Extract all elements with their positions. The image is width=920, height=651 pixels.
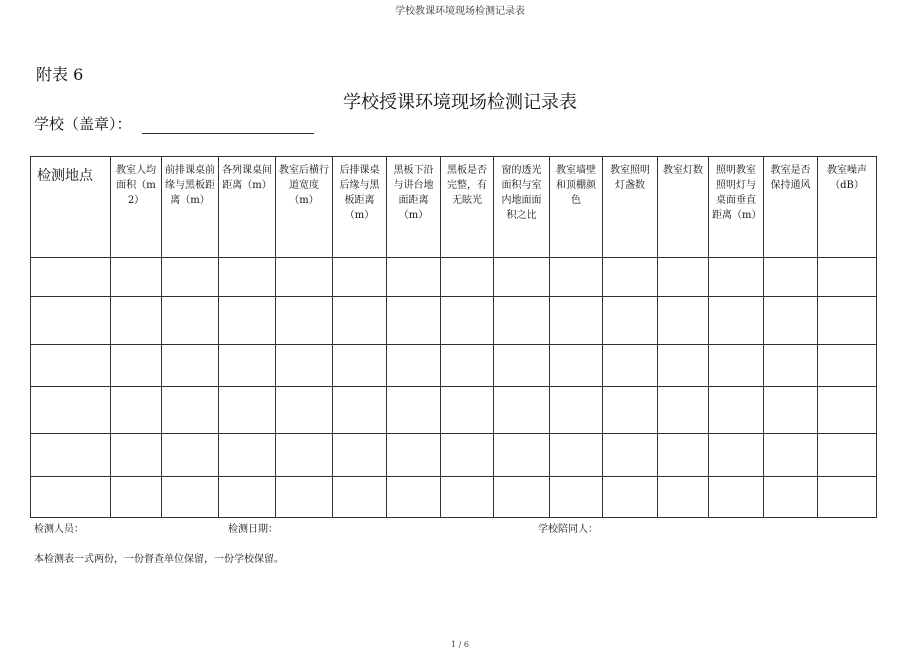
table-cell[interactable] — [603, 258, 658, 297]
column-header-back-desk-distance: 后排课桌后缘与黑板距离（m） — [333, 157, 387, 258]
table-cell[interactable] — [162, 477, 219, 518]
table-cell[interactable] — [764, 297, 818, 345]
table-cell[interactable] — [387, 387, 441, 434]
table-cell[interactable] — [550, 297, 603, 345]
table-cell[interactable] — [550, 387, 603, 434]
table-cell[interactable] — [219, 434, 276, 477]
table-cell[interactable] — [31, 387, 111, 434]
table-row — [31, 387, 877, 434]
table-cell[interactable] — [818, 297, 877, 345]
table-cell[interactable] — [162, 297, 219, 345]
table-cell[interactable] — [31, 477, 111, 518]
copies-note: 本检测表一式两份，一份督查单位保留，一份学校保留。 — [34, 554, 284, 565]
table-cell[interactable] — [333, 297, 387, 345]
table-cell[interactable] — [441, 297, 494, 345]
table-cell[interactable] — [333, 258, 387, 297]
table-cell[interactable] — [441, 477, 494, 518]
table-cell[interactable] — [818, 477, 877, 518]
table-cell[interactable] — [441, 258, 494, 297]
column-header-wall-color: 教室墙壁和顶棚颜色 — [550, 157, 603, 258]
table-cell[interactable] — [709, 345, 764, 387]
table-cell[interactable] — [550, 434, 603, 477]
table-cell[interactable] — [111, 387, 162, 434]
table-cell[interactable] — [219, 387, 276, 434]
column-header-front-desk-distance: 前排课桌前缘与黑板距离（m） — [162, 157, 219, 258]
table-cell[interactable] — [764, 387, 818, 434]
table-cell[interactable] — [494, 345, 550, 387]
table-cell[interactable] — [764, 477, 818, 518]
table-cell[interactable] — [387, 434, 441, 477]
school-label: 学校（盖章）： — [34, 115, 132, 133]
table-cell[interactable] — [494, 477, 550, 518]
table-cell[interactable] — [111, 477, 162, 518]
table-cell[interactable] — [219, 258, 276, 297]
table-cell[interactable] — [333, 477, 387, 518]
table-cell[interactable] — [276, 258, 333, 297]
table-cell[interactable] — [387, 258, 441, 297]
table-cell[interactable] — [276, 387, 333, 434]
inspection-table — [30, 156, 877, 518]
table-cell[interactable] — [276, 434, 333, 477]
table-cell[interactable] — [709, 477, 764, 518]
table-row — [31, 434, 877, 477]
table-cell[interactable] — [162, 434, 219, 477]
date-label: 检测日期： — [228, 524, 278, 535]
table-cell[interactable] — [276, 477, 333, 518]
column-header-column-spacing: 各列课桌间距离（m） — [219, 157, 276, 258]
table-cell[interactable] — [764, 345, 818, 387]
table-cell[interactable] — [658, 434, 709, 477]
table-cell[interactable] — [658, 477, 709, 518]
table-cell[interactable] — [276, 297, 333, 345]
appendix-label: 附表 6 — [36, 65, 84, 84]
table-cell[interactable] — [603, 434, 658, 477]
table-cell[interactable] — [111, 297, 162, 345]
table-cell[interactable] — [219, 477, 276, 518]
table-cell[interactable] — [111, 434, 162, 477]
column-header-location: 检测地点 — [31, 157, 111, 258]
table-cell[interactable] — [603, 387, 658, 434]
table-cell[interactable] — [603, 297, 658, 345]
table-cell[interactable] — [31, 345, 111, 387]
table-cell[interactable] — [709, 297, 764, 345]
table-header-row — [31, 157, 877, 258]
table-row — [31, 297, 877, 345]
table-cell[interactable] — [219, 345, 276, 387]
table-row — [31, 258, 877, 297]
document-header: 学校教课环境现场检测记录表 — [395, 6, 525, 17]
table-cell[interactable] — [494, 258, 550, 297]
school-stamp-row — [34, 113, 314, 134]
table-cell[interactable] — [494, 297, 550, 345]
inspector-label: 检测人员： — [34, 524, 84, 535]
table-cell[interactable] — [658, 258, 709, 297]
table-cell[interactable] — [818, 258, 877, 297]
table-cell[interactable] — [441, 345, 494, 387]
table-row — [31, 477, 877, 518]
table-cell[interactable] — [658, 387, 709, 434]
table-cell[interactable] — [603, 477, 658, 518]
table-cell[interactable] — [387, 297, 441, 345]
table-cell[interactable] — [333, 387, 387, 434]
table-cell[interactable] — [550, 258, 603, 297]
column-header-lamp-count: 教室灯数 — [658, 157, 709, 258]
column-header-area-per-person: 教室人均面积（m2） — [111, 157, 162, 258]
table-cell[interactable] — [441, 387, 494, 434]
page-title: 学校授课环境现场检测记录表 — [343, 92, 577, 113]
table-cell[interactable] — [550, 345, 603, 387]
table-cell[interactable] — [709, 258, 764, 297]
table-cell[interactable] — [387, 477, 441, 518]
column-header-blackboard-glare: 黑板是否完整，有无眩光 — [441, 157, 494, 258]
table-cell[interactable] — [603, 345, 658, 387]
table-cell[interactable] — [658, 345, 709, 387]
table-cell[interactable] — [494, 434, 550, 477]
column-header-blackboard-height: 黑板下沿与讲台地面距离（m） — [387, 157, 441, 258]
companion-label: 学校陪同人： — [538, 524, 598, 535]
table-cell[interactable] — [387, 345, 441, 387]
table-cell[interactable] — [818, 345, 877, 387]
column-header-back-aisle-width: 教室后横行道宽度（m） — [276, 157, 333, 258]
column-header-window-ratio: 窗的透光面积与室内地面面积之比 — [494, 157, 550, 258]
table-cell[interactable] — [709, 434, 764, 477]
table-cell[interactable] — [111, 345, 162, 387]
column-header-light-count: 教室照明灯盏数 — [603, 157, 658, 258]
table-cell[interactable] — [550, 477, 603, 518]
column-header-ventilation: 教室是否保持通风 — [764, 157, 818, 258]
table-cell[interactable] — [111, 258, 162, 297]
table-cell[interactable] — [658, 297, 709, 345]
table-cell[interactable] — [441, 434, 494, 477]
table-cell[interactable] — [494, 387, 550, 434]
table-cell[interactable] — [709, 387, 764, 434]
table-cell[interactable] — [818, 387, 877, 434]
column-header-noise: 教室噪声（dB） — [818, 157, 877, 258]
table-cell[interactable] — [31, 434, 111, 477]
table-cell[interactable] — [219, 297, 276, 345]
table-cell[interactable] — [276, 345, 333, 387]
school-signature-line — [142, 119, 314, 134]
table-cell[interactable] — [333, 345, 387, 387]
table-row — [31, 345, 877, 387]
table-cell[interactable] — [162, 387, 219, 434]
table-cell[interactable] — [162, 258, 219, 297]
table-cell[interactable] — [818, 434, 877, 477]
table-cell[interactable] — [764, 258, 818, 297]
table-cell[interactable] — [333, 434, 387, 477]
table-cell[interactable] — [764, 434, 818, 477]
page-number: 1 / 6 — [451, 640, 469, 649]
table-cell[interactable] — [31, 258, 111, 297]
table-cell[interactable] — [31, 297, 111, 345]
column-header-lamp-height: 照明教室照明灯与桌面垂直距离（m） — [709, 157, 764, 258]
table-cell[interactable] — [162, 345, 219, 387]
